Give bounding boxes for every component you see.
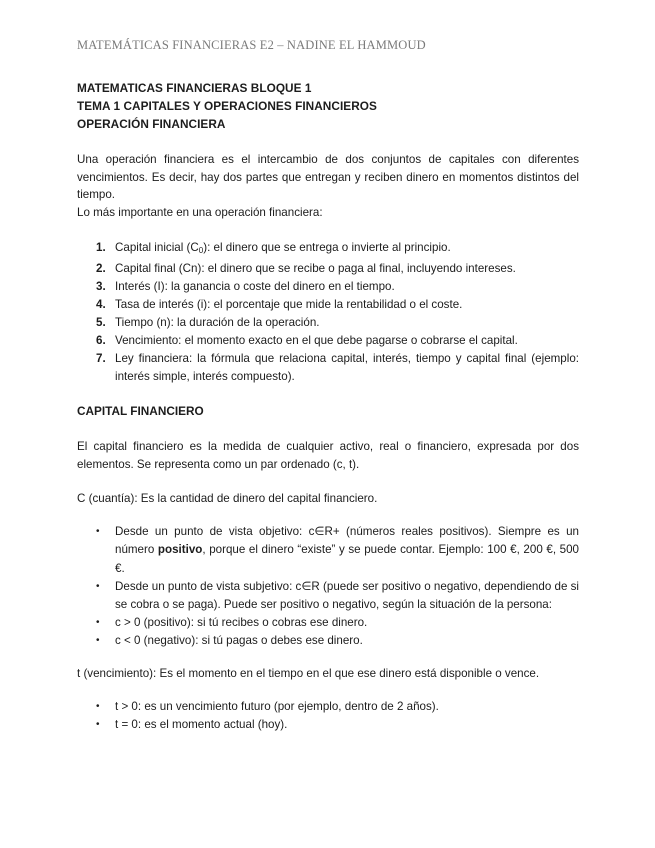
capital-definition: El capital financiero es la medida de cualquier activo, real o financiero, expresada por dos elementos. Se representa como un par ordenado (c, t).: [77, 440, 579, 471]
list-number: 5.: [96, 316, 106, 330]
bullet-icon: •: [96, 526, 100, 538]
list-text: ): el dinero que se entrega o invierte al principio.: [203, 241, 451, 255]
list-item: [77, 239, 579, 260]
list-item: [77, 632, 579, 650]
list-item: [77, 578, 579, 614]
list-number: 3.: [96, 280, 106, 294]
bullet-icon: •: [96, 617, 100, 629]
document-body: [77, 79, 579, 735]
list-text: Tiempo (n): la duración de la operación.: [115, 316, 320, 330]
cuantia-bullet-list: [77, 523, 579, 650]
list-text: Tasa de interés (i): el porcentaje que mide la rentabilidad o el coste.: [115, 298, 463, 312]
list-text: Interés (I): la ganancia o coste del dinero en el tiempo.: [115, 280, 395, 294]
page-header: MATEMÁTICAS FINANCIERAS E2 – NADINE EL HAMMOUD: [77, 38, 426, 52]
list-text: , porque el dinero “existe” y se puede contar. Ejemplo: 100 €, 200 €, 500 €.: [115, 543, 579, 575]
list-item: [77, 523, 579, 578]
bullet-icon: •: [96, 701, 100, 713]
list-text: Capital inicial (C: [115, 241, 199, 255]
section-heading-operacion: OPERACIÓN FINANCIERA: [77, 117, 226, 131]
list-number: 6.: [96, 334, 106, 348]
cuantia-definition: C (cuantía): Es la cantidad de dinero del capital financiero.: [77, 491, 378, 505]
intro-paragraph: Una operación financiera es el intercambio de dos conjuntos de capitales con diferentes vencimientos. Es decir, hay dos partes que entregan y reciben dinero en momentos distintos del tiempo.: [77, 153, 579, 202]
list-number: 1.: [96, 241, 106, 255]
list-item: [77, 332, 579, 350]
list-item: [77, 614, 579, 632]
list-item: [77, 260, 579, 278]
bullet-icon: •: [96, 580, 100, 592]
list-text: c > 0 (positivo): si tú recibes o cobras ese dinero.: [115, 616, 368, 630]
list-item: [77, 296, 579, 314]
vencimiento-definition: t (vencimiento): Es el momento en el tiempo en el que ese dinero está disponible o vence.: [77, 666, 540, 680]
emphasis-positivo: positivo: [157, 543, 203, 557]
list-item: [77, 716, 579, 734]
vencimiento-bullet-list: [77, 698, 579, 734]
list-text: Vencimiento: el momento exacto en el que debe pagarse o cobrarse el capital.: [115, 334, 518, 348]
list-number: 2.: [96, 262, 106, 276]
list-item: [77, 314, 579, 332]
list-text: c < 0 (negativo): si tú pagas o debes ese dinero.: [115, 634, 363, 648]
section-heading-capital: CAPITAL FINANCIERO: [77, 404, 204, 419]
list-text: t > 0: es un vencimiento futuro (por ejemplo, dentro de 2 años).: [115, 700, 439, 714]
list-text: Capital final (Cn): el dinero que se recibe o paga al final, incluyendo intereses.: [115, 262, 516, 276]
bullet-icon: •: [96, 719, 100, 731]
list-text: Desde un punto de vista objetivo: c∈R+ (números reales positivos). Siempre es un número: [115, 525, 579, 557]
subscript: 0: [198, 246, 204, 256]
doc-topic-title: TEMA 1 CAPITALES Y OPERACIONES FINANCIEROS: [77, 99, 377, 113]
list-text: Desde un punto de vista subjetivo: c∈R (puede ser positivo o negativo, dependiendo de si se cobra o se paga). Puede ser positivo o negativo, según la situación de la persona:: [115, 579, 579, 611]
list-number: 7.: [96, 352, 106, 366]
elements-list: [77, 239, 579, 386]
list-item: [77, 278, 579, 296]
list-number: 4.: [96, 298, 106, 312]
doc-title-block: MATEMATICAS FINANCIERAS BLOQUE 1: [77, 81, 312, 95]
intro-lead: Lo más importante en una operación financiera:: [77, 205, 323, 219]
list-text: t = 0: es el momento actual (hoy).: [115, 718, 288, 732]
bullet-icon: •: [96, 635, 100, 647]
list-item: [77, 698, 579, 716]
list-text: Ley financiera: la fórmula que relaciona capital, interés, tiempo y capital final (ejemplo: interés simple, interés compuesto).: [115, 352, 579, 384]
list-item: [77, 350, 579, 386]
